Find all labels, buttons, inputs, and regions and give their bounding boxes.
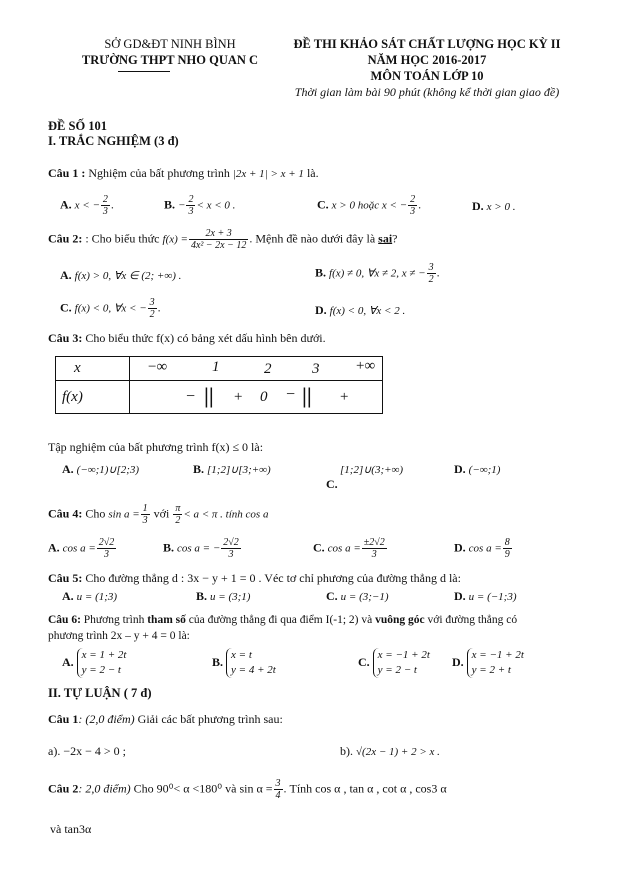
q3-prompt: Tập nghiệm của bất phương trình f(x) ≤ 0 là: <box>48 440 264 454</box>
q1-option-a[interactable]: A. x < − $\frac{2}{3}$ . <box>60 194 114 217</box>
q3-option-c[interactable]: [1;2]∪(3;+∞) C. <box>326 464 404 491</box>
q6-option-c[interactable]: C. x = −1 + 2t y = 2 − t <box>358 649 430 676</box>
q6-option-b[interactable]: B. x = t y = 4 + 2t <box>212 649 276 676</box>
q6-option-a[interactable]: A. x = 1 + 2t y = 2 − t <box>62 649 127 676</box>
q1-option-c[interactable]: C. x > 0 hoặc x < − $\frac{2}{3}$ . <box>317 194 422 217</box>
q5-option-c[interactable]: C. u = (3;−1) <box>326 589 389 603</box>
exam-title: ĐỀ THI KHẢO SÁT CHẤT LƯỢNG HỌC KỲ II <box>293 37 561 51</box>
q5-option-b[interactable]: B. u = (3;1) <box>196 589 251 603</box>
part2-title: II. TỰ LUẬN ( 7 đ) <box>48 686 152 700</box>
q2-option-a[interactable]: A. f(x) > 0, ∀x ∈ (2; +∞) . <box>60 268 182 282</box>
sign-table-x-values: −∞ 1 2 3 +∞ <box>130 357 383 381</box>
exam-code: ĐỀ SỐ 101 <box>48 119 108 133</box>
q1-option-d[interactable]: D. x > 0 . <box>472 199 516 213</box>
dept-name: SỞ GD&ĐT NINH BÌNH <box>104 37 236 51</box>
q6-option-d[interactable]: D. x = −1 + 2t y = 2 + t <box>452 649 524 676</box>
q4-option-a[interactable]: A. cos a = $\frac{2√2}{3}$ <box>48 537 115 560</box>
q2-option-b[interactable]: B. f(x) ≠ 0, ∀x ≠ 2, x ≠ − $\frac{3}{2}$ . <box>315 262 440 285</box>
q2-option-d[interactable]: D. f(x) < 0, ∀x < 2 . <box>315 303 406 317</box>
sign-table-f-label: f(x) <box>56 381 130 414</box>
essay1-part-b: b). √(2x − 1) + 2 > x . <box>340 744 440 758</box>
q5-option-a[interactable]: A. u = (1;3) <box>62 589 118 603</box>
school-year: NĂM HỌC 2016-2017 <box>367 53 487 67</box>
q4-option-b[interactable]: B. cos a = − $\frac{2√2}{3}$ <box>163 537 239 560</box>
q3-option-b[interactable]: B. [1;2]∪[3;+∞) <box>193 462 271 476</box>
essay1-stem: Câu 1: (2,0 điểm) Giải các bất phương trình sau: <box>48 712 283 726</box>
time-limit: Thời gian làm bài 90 phút (không kể thời gian giao đề) <box>294 85 560 99</box>
q4-stem: Câu 4: Cho sin a = $\frac{1}{3}$ với $\frac{\pi}{2}$ < a < π . tính cos a <box>48 503 269 526</box>
q1-option-b[interactable]: B. − $\frac{2}{3}$ < x < 0 . <box>164 194 236 217</box>
q5-option-d[interactable]: D. u = (−1;3) <box>454 589 517 603</box>
q1-stem: Câu 1 : Nghiệm của bất phương trình |2x + 1| > x + 1 là. <box>48 166 319 180</box>
subject: MÔN TOÁN LỚP 10 <box>370 69 484 83</box>
q3-stem: Câu 3: Cho biểu thức f(x) có bảng xét dấu hình bên dưới. <box>48 331 326 345</box>
essay1-part-a: a). −2x − 4 > 0 ; <box>48 744 126 758</box>
q6-stem: Câu 6: Phương trình tham số của đường thẳng đi qua điểm I(-1; 2) và vuông góc với đường thẳng có <box>48 614 518 626</box>
sign-table-x-row <box>56 357 383 381</box>
sign-table <box>55 356 383 414</box>
school-name: TRƯỜNG THPT NHO QUAN C <box>81 53 259 67</box>
sign-table-signs: − || + 0 − || + <box>130 381 383 414</box>
q4-option-c[interactable]: C. cos a = $\frac{\pm 2√2}{3}$ <box>313 537 385 560</box>
essay2-stem: Câu 2: 2,0 điểm) Cho 90⁰< α <180⁰ và sin α = $\frac{3}{4}$ . Tính cos α , tan α , cot α , cos3 α <box>48 778 447 801</box>
q6-stem-line2: phương trình 2x – y + 4 = 0 là: <box>48 630 190 642</box>
q4-option-d[interactable]: D. cos a = $\frac{8}{9}$ <box>454 537 510 560</box>
sign-table-x-label: x <box>56 357 130 381</box>
part1-title: I. TRẮC NGHIỆM (3 đ) <box>48 134 179 148</box>
header-underline <box>118 71 170 72</box>
sign-table-f-row <box>56 381 383 414</box>
q2-stem: Câu 2: : Cho biểu thức f(x) = $\frac{2x + 3}{\text{4x² − 2x − 12}}$ . Mệnh đề nào dưới đây là sai? <box>48 228 398 251</box>
q3-option-d[interactable]: D. (−∞;1) <box>454 462 501 476</box>
q5-stem: Câu 5: Cho đường thẳng d : 3x − y + 1 = 0 . Véc tơ chỉ phương của đường thẳng d là: <box>48 571 461 585</box>
q2-option-c[interactable]: C. f(x) < 0, ∀x < − $\frac{3}{2}$ . <box>60 297 161 320</box>
q3-option-a[interactable]: A. (−∞;1)∪[2;3) <box>62 462 140 476</box>
essay2-stem-cont: và tan3α <box>50 822 92 836</box>
